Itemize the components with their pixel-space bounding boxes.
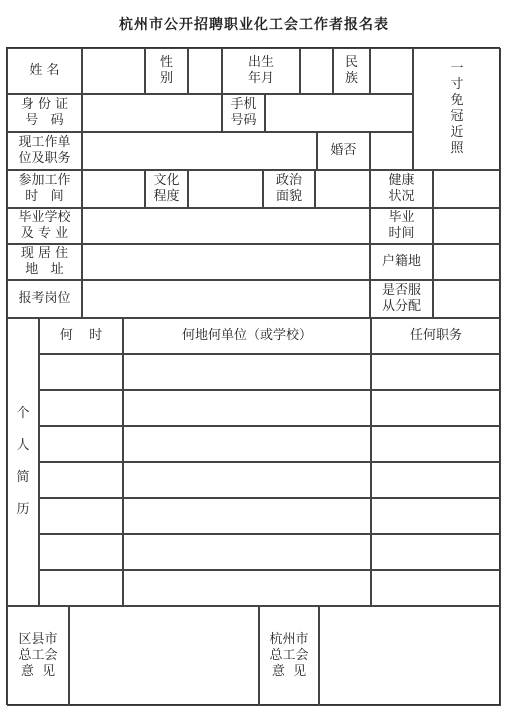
resume-role-cell[interactable]	[371, 498, 501, 534]
resume-when-cell[interactable]	[39, 390, 123, 426]
resume-when-cell[interactable]	[39, 570, 123, 606]
school-major-label: 毕业学校 及 专 业	[7, 208, 82, 244]
marital-label: 婚否	[317, 132, 370, 170]
current-job-label: 现工作单 位及职务	[7, 132, 82, 170]
resume-when-cell[interactable]	[39, 462, 123, 498]
name-label: 姓 名	[7, 48, 82, 94]
work-start-label: 参加工作 时 间	[7, 170, 82, 208]
resume-section-label: 个 人 简 历	[7, 318, 39, 606]
mobile-label: 手机 号码	[222, 94, 265, 132]
grad-time-field[interactable]	[433, 208, 501, 244]
resume-when-header: 何 时	[39, 318, 123, 354]
resume-when-cell[interactable]	[39, 534, 123, 570]
hukou-label: 户籍地	[370, 244, 433, 280]
ethnicity-field[interactable]	[370, 48, 413, 94]
education-label: 文化 程度	[145, 170, 188, 208]
assignment-label: 是否服 从分配	[370, 280, 433, 318]
resume-role-cell[interactable]	[371, 462, 501, 498]
position-field[interactable]	[82, 280, 370, 318]
resume-where-cell[interactable]	[123, 570, 371, 606]
resume-where-cell[interactable]	[123, 462, 371, 498]
address-label: 现 居 住 地 址	[7, 244, 82, 280]
name-field[interactable]	[82, 48, 145, 94]
school-major-field[interactable]	[82, 208, 370, 244]
health-label: 健康 状况	[370, 170, 433, 208]
id-number-field[interactable]	[82, 94, 222, 132]
gender-field[interactable]	[188, 48, 222, 94]
address-field[interactable]	[82, 244, 370, 280]
birth-label: 出生 年月	[222, 48, 300, 94]
resume-role-cell[interactable]	[371, 534, 501, 570]
political-label: 政治 面貌	[263, 170, 315, 208]
mobile-field[interactable]	[265, 94, 413, 132]
marital-field[interactable]	[370, 132, 413, 170]
assignment-field[interactable]	[433, 280, 501, 318]
resume-when-cell[interactable]	[39, 498, 123, 534]
resume-role-header: 任何职务	[371, 318, 501, 354]
health-field[interactable]	[433, 170, 501, 208]
resume-where-cell[interactable]	[123, 498, 371, 534]
resume-when-cell[interactable]	[39, 426, 123, 462]
photo-box[interactable]: 一 寸 免 冠 近 照	[413, 48, 501, 170]
education-field[interactable]	[188, 170, 263, 208]
resume-role-cell[interactable]	[371, 426, 501, 462]
resume-where-cell[interactable]	[123, 354, 371, 390]
resume-where-cell[interactable]	[123, 390, 371, 426]
hukou-field[interactable]	[433, 244, 501, 280]
grad-time-label: 毕业 时间	[370, 208, 433, 244]
resume-when-cell[interactable]	[39, 354, 123, 390]
birth-field[interactable]	[300, 48, 333, 94]
resume-where-cell[interactable]	[123, 534, 371, 570]
current-job-field[interactable]	[82, 132, 317, 170]
political-field[interactable]	[315, 170, 370, 208]
resume-role-cell[interactable]	[371, 570, 501, 606]
id-number-label: 身 份 证 号 码	[7, 94, 82, 132]
resume-where-cell[interactable]	[123, 426, 371, 462]
resume-where-header: 何地何单位（或学校）	[123, 318, 371, 354]
district-opinion-field[interactable]	[69, 606, 259, 706]
resume-role-cell[interactable]	[371, 390, 501, 426]
position-label: 报考岗位	[7, 280, 82, 318]
form-title: 杭州市公开招聘职业化工会工作者报名表	[119, 17, 389, 33]
ethnicity-label: 民 族	[333, 48, 370, 94]
work-start-field[interactable]	[82, 170, 145, 208]
city-opinion-field[interactable]	[319, 606, 501, 706]
city-opinion-label: 杭州市 总工会 意 见	[259, 606, 319, 706]
resume-role-cell[interactable]	[371, 354, 501, 390]
registration-form	[6, 47, 500, 705]
gender-label: 性 别	[145, 48, 188, 94]
district-opinion-label: 区县市 总工会 意 见	[7, 606, 69, 706]
